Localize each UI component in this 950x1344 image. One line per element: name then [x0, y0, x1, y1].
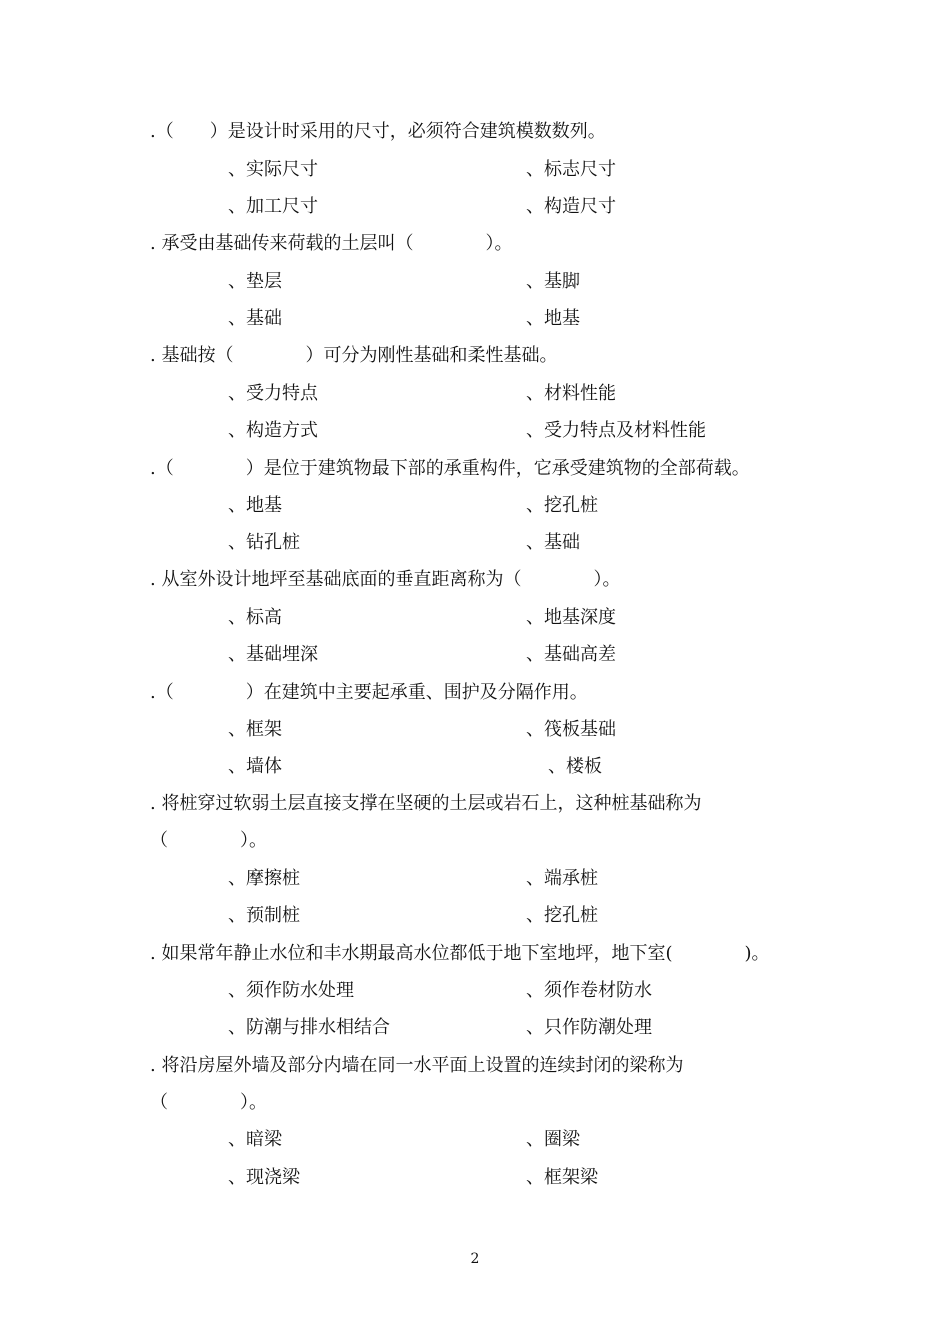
option-b: 、基脚	[526, 271, 580, 292]
option-d: 、地基	[526, 308, 580, 329]
option-a: 、实际尺寸	[228, 159, 318, 180]
question-stem: . 承受由基础传来荷载的土层叫（ ）。	[150, 233, 513, 254]
page-number: 2	[470, 1251, 480, 1267]
option-b: 、圈梁	[526, 1129, 580, 1150]
question-stem: . 将桩穿过软弱土层直接支撑在坚硬的土层或岩石上，这种桩基础称为	[150, 793, 702, 814]
option-c: 、构造方式	[228, 420, 318, 441]
question-stem: . 从室外设计地坪至基础底面的垂直距离称为（ ）。	[150, 569, 621, 590]
option-a: 、标高	[228, 607, 282, 628]
option-a: 、地基	[228, 495, 282, 516]
option-d: 、楼板	[548, 756, 602, 777]
option-d: 、框架梁	[526, 1167, 598, 1188]
option-a: 、受力特点	[228, 383, 318, 404]
question-stem: . 将沿房屋外墙及部分内墙在同一水平面上设置的连续封闭的梁称为	[150, 1055, 684, 1076]
question-stem: . 如果常年静止水位和丰水期最高水位都低于地下室地坪，地下室( )。	[150, 943, 770, 964]
option-d: 、挖孔桩	[526, 905, 598, 926]
option-c: 、加工尺寸	[228, 196, 318, 217]
option-a: 、暗梁	[228, 1129, 282, 1150]
option-c: 、现浇梁	[228, 1167, 300, 1188]
option-c: 、防潮与排水相结合	[228, 1017, 390, 1038]
question-stem-continued: （ ）。	[150, 1092, 267, 1113]
option-b: 、筏板基础	[526, 719, 616, 740]
question-stem: .（ ）在建筑中主要起承重、围护及分隔作用。	[150, 682, 588, 703]
option-c: 、基础	[228, 308, 282, 329]
option-c: 、预制桩	[228, 905, 300, 926]
option-d: 、构造尺寸	[526, 196, 616, 217]
option-b: 、挖孔桩	[526, 495, 598, 516]
option-b: 、地基深度	[526, 607, 616, 628]
option-b: 、须作卷材防水	[526, 980, 652, 1001]
option-a: 、摩擦桩	[228, 868, 300, 889]
option-d: 、受力特点及材料性能	[526, 420, 706, 441]
question-stem: . 基础按（ ）可分为刚性基础和柔性基础。	[150, 345, 558, 366]
option-b: 、端承桩	[526, 868, 598, 889]
option-b: 、材料性能	[526, 383, 616, 404]
option-a: 、垫层	[228, 271, 282, 292]
option-c: 、墙体	[228, 756, 282, 777]
option-a: 、须作防水处理	[228, 980, 354, 1001]
option-d: 、基础	[526, 532, 580, 553]
question-stem: .（ ）是位于建筑物最下部的承重构件，它承受建筑物的全部荷载。	[150, 458, 750, 479]
option-c: 、基础埋深	[228, 644, 318, 665]
question-stem: .（ ）是设计时采用的尺寸，必须符合建筑模数数列。	[150, 121, 606, 142]
option-d: 、基础高差	[526, 644, 616, 665]
option-c: 、钻孔桩	[228, 532, 300, 553]
option-d: 、只作防潮处理	[526, 1017, 652, 1038]
option-b: 、标志尺寸	[526, 159, 616, 180]
question-stem-continued: （ ）。	[150, 830, 267, 851]
option-a: 、框架	[228, 719, 282, 740]
